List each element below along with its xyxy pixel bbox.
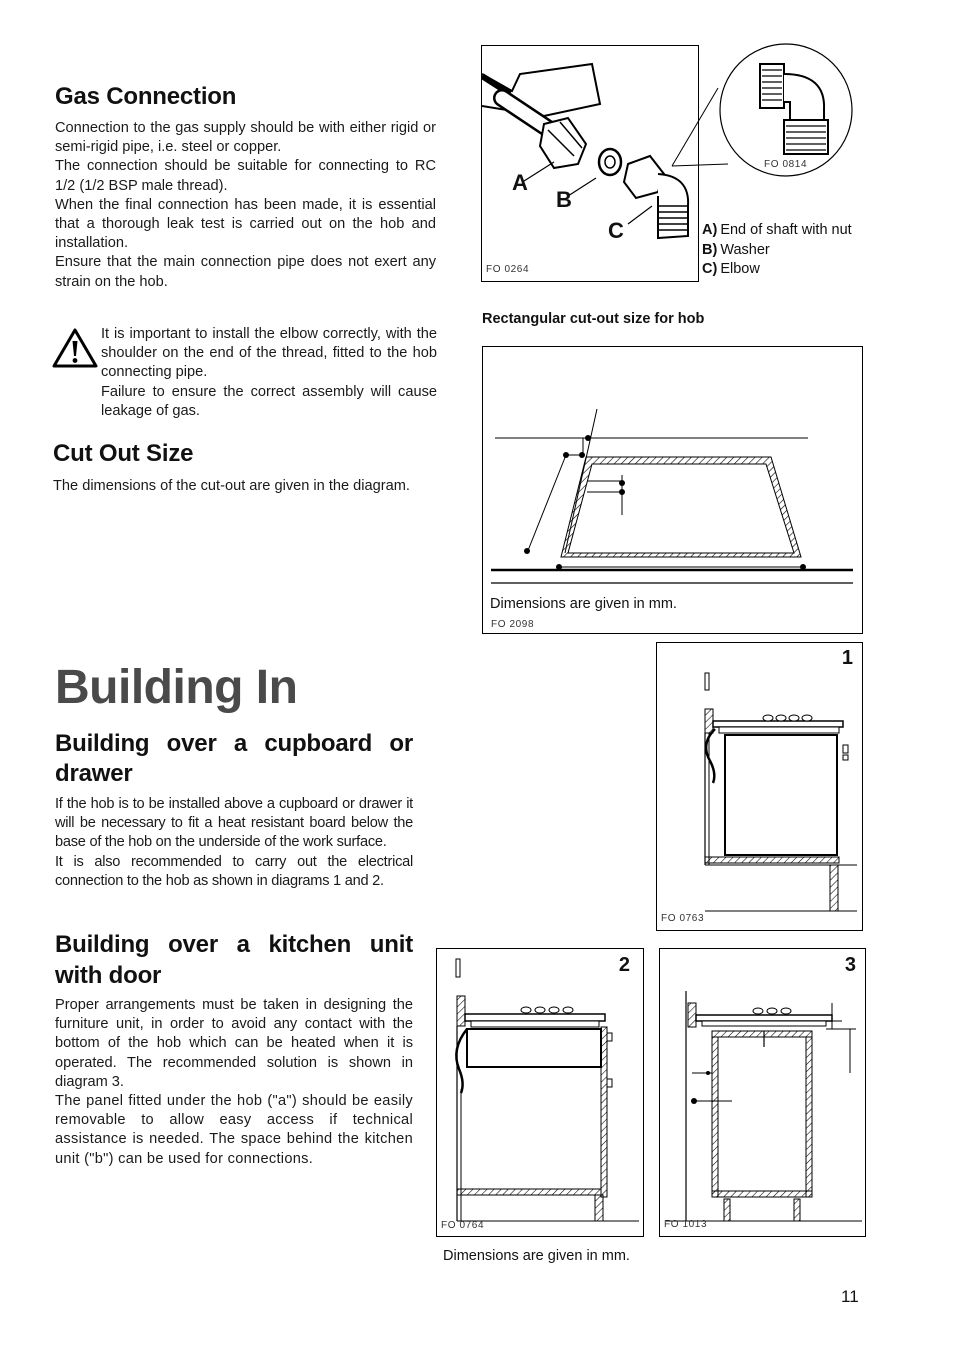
- warning-paragraph: Failure to ensure the correct assembly will cause leakage of gas.: [101, 383, 437, 419]
- label-b: B: [556, 187, 572, 212]
- gas-connection-drawing: [482, 46, 698, 281]
- page-number: 11: [841, 1287, 859, 1306]
- diagram-number: 1: [841, 647, 853, 669]
- legend-item: B) Washer: [702, 241, 770, 258]
- warning-paragraph: It is important to install the elbow correctly, with the shoulder on the end of the thread, fitted to the hob connecting pipe.: [101, 326, 437, 381]
- building-in-title: Building In: [55, 661, 298, 714]
- building-over-cupboard-heading: Building over a cupboard or drawer: [55, 730, 413, 787]
- figure-code: FO 0763: [661, 913, 705, 924]
- cutout-note: Dimensions are given in mm.: [490, 596, 677, 612]
- building-over-kitchen-unit-heading: Building over a kitchen unit with door: [55, 931, 413, 989]
- cut-out-size-text: The dimensions of the cut-out are given in the diagram.: [53, 478, 410, 494]
- label-a: A: [512, 170, 528, 195]
- gas-connection-text: [55, 119, 436, 292]
- diagram-1: [656, 642, 863, 931]
- gas-connection-heading: Gas Connection: [55, 83, 237, 110]
- cutout-drawing: [483, 347, 862, 633]
- diagram-2-drawing: [437, 949, 643, 1236]
- figure-code: FO 0764: [441, 1220, 485, 1231]
- diagram-1-drawing: [657, 643, 862, 930]
- figure-code: FO 0264: [486, 264, 530, 275]
- cupboard-paragraph: It is also recommended to carry out the electrical connection to the hob as shown in diagrams 1 and 2.: [55, 853, 413, 889]
- diagram-number: 2: [618, 954, 630, 976]
- kitchen-paragraph: The panel fitted under the hob ("a") should be easily removable to allow easy access if technical assistance is needed. The space behind the kitchen unit ("b") can be used for connections.: [55, 1093, 413, 1167]
- cut-out-size-heading: Cut Out Size: [53, 440, 194, 467]
- warning-triangle-icon: [52, 327, 98, 369]
- gas-paragraph: When the final connection has been made, it is essential that a thorough leak test is carried out on the hob and installation.: [55, 196, 436, 252]
- label-c: C: [608, 218, 624, 243]
- elbow-detail-inset: [668, 40, 854, 180]
- cutout-figure: [482, 346, 863, 634]
- gas-paragraph: Ensure that the main connection pipe does not exert any strain on the hob.: [55, 254, 436, 290]
- gas-connection-figure: [481, 45, 699, 282]
- gas-paragraph: The connection should be suitable for connecting to RC 1/2 (1/2 BSP male thread).: [55, 158, 436, 194]
- building-over-kitchen-unit-text: [55, 996, 413, 1169]
- legend-item: C) Elbow: [702, 261, 760, 277]
- inset-code: FO 0814: [764, 159, 808, 170]
- figure-code: FO 1013: [664, 1219, 708, 1230]
- gas-paragraph: Connection to the gas supply should be with either rigid or semi-rigid pipe, i.e. steel or copper.: [55, 120, 436, 156]
- legend-item: A) End of shaft with nut: [702, 222, 852, 238]
- cutout-caption: Rectangular cut-out size for hob: [482, 311, 705, 327]
- cupboard-paragraph: If the hob is to be installed above a cupboard or drawer it will be necessary to fit a heat resistant board below the base of the hob on the underside of the work surface.: [55, 796, 413, 851]
- diagram-3: [659, 948, 866, 1237]
- kitchen-paragraph: Proper arrangements must be taken in designing the furniture unit, in order to avoid any contact with the bottom of the hob which can be heated when it is operated. The recommended solution is shown in diagram 3.: [55, 997, 413, 1090]
- diagrams-note: Dimensions are given in mm.: [443, 1248, 630, 1264]
- building-over-cupboard-text: [55, 795, 413, 891]
- diagram-3-drawing: [660, 949, 865, 1236]
- warning-text: [101, 325, 437, 421]
- diagram-2: [436, 948, 644, 1237]
- connection-legend: [702, 221, 852, 280]
- diagram-number: 3: [844, 954, 856, 976]
- figure-code: FO 2098: [491, 619, 535, 630]
- elbow-detail-drawing: [668, 40, 854, 180]
